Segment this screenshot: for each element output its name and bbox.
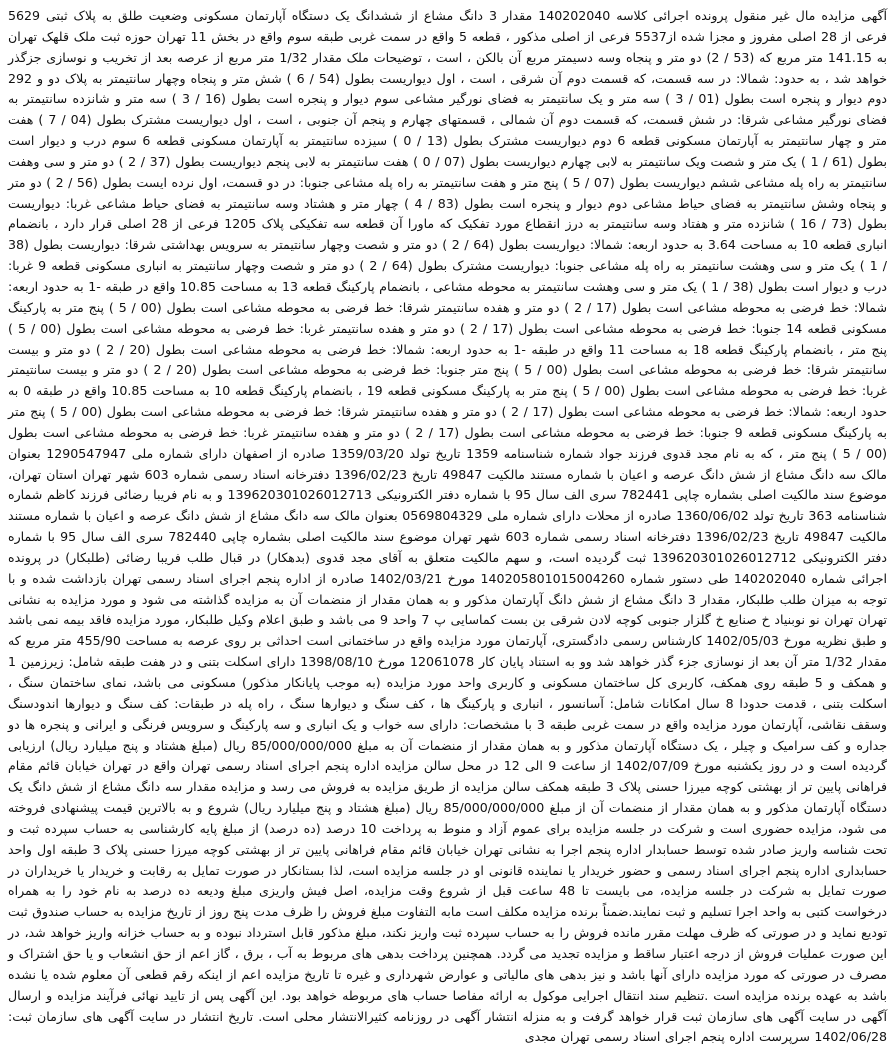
- auction-notice-text: آگهی مزایده مال غیر منقول پرونده اجرائی کلاسه 140202040 مقدار 3 دانگ مشاع از ششدانگ یک دستگاه آپارتمان مسکونی وضعیت طلق به پلاک ثبتی 5629 فرعی از 28 اصلی مفروز و مجزا شده از5537 فرعی از اصلی مذکور ، قطعه 5 واقع در سمت غربی طبقه سوم واقع در بخش 11 تهران حوزه ثبت ملک قلهک تهران به 141.15 متر مربع که (53 / 2) دو متر و پنجاه وسه دسیمتر مربع آن بالکن ، است ، توضیحات ملک مقدار 1/32 متر مربع از عرصه بعد از تخریب و نوسازی جزگذر خواهد شد ، به حدود: شمالا: در سه قسمت، که قسمت دوم آن شرقی ، است ، اول دیواریست بطول (54 / 6 ) شش متر و پنجاه وچهار سانتیمتر به پلاک دو و 292 دوم دیوار و پنجره است بطول (01 / 3 ) سه متر و یک سانتیمتر به فضای نورگیر مشاعی سوم دیوار و پنجره است بطول (16 / 3 ) سه متر و شانزده سانتیمتر به فضای نورگیر مشاعی شرقا: در شش قسمت، که قسمت دوم آن شمالی ، قسمتهای چهارم و پنجم آن جنوبی ، است ، اول دیواریست مشترک بطول (04 / 7 ) هفت متر و چهار سانتیمتر به آپارتمان مسکونی قطعه 6 دوم دیواریست مشترک بطول (13 / 0 ) سیزده سانتیمتر به آپارتمان مسکونی قطعه 6 سوم درب و دیوار است بطول (61 / 1 ) یک متر و شصت ویک سانتیمتر به لابی چهارم دیواریست بطول (07 / 0 ) هفت سانتیمتر به لابی پنجم دیواریست بطول (37 / 2 ) دو متر و سی وهفت سانتیمتر به راه پله مشاعی ششم دیواریست بطول (07 / 5 ) پنج متر و هفت سانتیمتر به راه پله مشاعی جنوبا: در دو قسمت، اول نرده ایست بطول (56 / 2 ) دو متر و پنجاه وشش سانتیمتر به فضای حیاط مشاعی دوم دیوار و پنجره است بطول (83 / 4 ) چهار متر و هشتاد وسه سانتیمتر به فضای حیاط مشاعی غربا: دیواریست بطول (73 / 16 ) شانزده متر و هفتاد وسه سانتیمتر به درز انقطاع مورد تفکیک که ماورا آن قطعه سه تفکیکی پلاک 1205 فرعی از 28 اصلی قرار دارد ، بانضمام انباری قطعه 10 به مساحت 3.64 به حدود اربعه: شمالا: دیواریست بطول (64 / 2 ) دو متر و شصت وچهار سانتیمتر به سرویس بهداشتی شرقا: دیواریست بطول (38 / 1 ) یک متر و سی وهشت سانتیمتر به راه پله مشاعی جنوبا: دیواریست مشترک بطول (64 / 2 ) دو متر و شصت وچهار سانتیمتر به انباری مسکونی قطعه 9 غربا: درب و دیوار است بطول (38 / 1 ) یک متر و سی وهشت سانتیمتر به محوطه مشاعی ، بانضمام پارکینگ قطعه 13 به مساحت 10.85 واقع در طبقه -1 به حدود اربعه: شمالا: خط فرضی به محوطه مشاعی است بطول (17 / 2 ) دو متر و هفده سانتیمتر شرقا: خط فرضی به محوطه مشاعی است بطول (00 / 5 ) پنج متر به پارکینگ مسکونی قطعه 14 جنوبا: خط فرضی به محوطه مشاعی است بطول (17 / 2 ) دو متر و هفده سانتیمتر غربا: خط فرضی به محوطه مشاعی است بطول (00 / 5 ) پنج متر ، بانضمام پارکینگ قطعه 18 به مساحت 11 واقع در طبقه -1 به حدود اربعه: شمالا: خط فرضی به محوطه مشاعی است بطول (20 / 2 ) دو متر و بیست سانتیمتر شرقا: خط فرضی به محوطه مشاعی است بطول (00 / 5 ) پنج متر جنوبا: خط فرضی به محوطه مشاعی است بطول (20 / 2 ) دو متر و بیست سانتیمتر غربا: خط فرضی به محوطه مشاعی است بطول (00 / 5 ) پنج متر به پارکینگ مسکونی قطعه 19 ، بانضمام پارکینگ قطعه 10 به مساحت 10.85 واقع در طبقه 0 به حدود اربعه: شمالا: خط فرضی به محوطه مشاعی است بطول (17 / 2 ) دو متر و هفده سانتیمتر شرقا: خط فرضی به محوطه مشاعی است بطول (00 / 5 ) پنج متر به پارکینگ مسکونی قطعه 9 جنوبا: خط فرضی به محوطه مشاعی است بطول (17 / 2 ) دو متر و هفده سانتیمتر غربا: خط فرضی به محوطه مشاعی است بطول (00 / 5 ) پنج متر ، که به نام مجد قدوی فرزند جواد شماره شناسنامه 1359 تاریخ تولد 1359/03/20 صادره از اصفهان دارای شماره ملی 1290547947 بعنوان مالک سه دانگ مشاع از شش دانگ عرصه و اعیان با شماره مستند مالکیت 49847 تاریخ 1396/02/23 دفترخانه اسناد رسمی شماره 603 شهر تهران استان تهران، موضوع سند مالکیت اصلی بشماره چاپی 782441 سری الف سال 95 با شماره دفتر الکترونیکی 139620301026012713 و به نام فریبا رضائی فرزند کاظم شماره شناسنامه 363 تاریخ تولد 1360/06/02 صادره از محلات دارای شماره ملی 0569804329 بعنوان مالک سه دانگ مشاع از شش دانگ عرصه و اعیان با شماره مستند مالکیت 49847 تاریخ 1396/02/23 دفترخانه اسناد رسمی شماره 603 شهر تهران موضوع سند مالکیت اصلی بشماره چاپی 782440 سری الف سال 95 با شماره دفتر الکترونیکی 139620301026012712 ثبت گردیده است، و سهم مالکیت متعلق به آقای مجد قدوی (بدهکار) در قبال طلب فریبا رضائی (طلبکار) در پرونده اجرائی شماره 140202040 طی دستور شماره 140205801015004260 مورخ 1402/03/21 صادره از اداره پنجم اجرای اسناد رسمی تهران بازداشت شده و با توجه به میزان طلب طلبکار، مقدار 3 دانگ مشاع از شش دانگ آپارتمان مذکور و به همان مقدار از منضمات آن به مزایده گذاشته می شود و مورد مزایده به نشانی تهران تهران نو نوبنیاد خ صنایع خ گلزار جنوبی کوچه لادن شرقی بن بست کماسایی پ 7 واحد 9 می باشد و طبق اعلام وکیل طلبکار، مورد مزایده فاقد بیمه نمی باشد و طبق نظریه مورخ 1402/05/03 کارشناس رسمی دادگستری، آپارتمان مورد مزایده واقع در ساختمانی است احداثی بر روی عرصه به مساحت 455/90 متر مربع که مقدار 1/32 متر آن بعد از نوسازی جزء گذر خواهد شد وو به استناد پایان کار 12061078 مورخ 1398/08/10 دارای اسکلت بتنی و در هفت طبقه شامل: زیرزمین 1 و همکف و 5 طبقه روی همکف، کاربری کل ساختمان مسکونی و کاربری واحد مورد مزایده (به موجب پایانکار مذکور) مسکونی می باشد، نمای ساختمان سنگ ، اسکلت بتنی ، قدمت حدودا 8 سال امکانات شامل: آسانسور ، انباری و پارکینگ ها ، کف سنگ و دیوارها سنگ ، راه پله در طبقات: کف سنگ و دیوارها اندودسنگ وسقف نقاشی، آپارتمان مورد مزایده واقع در سمت غربی طبقه 3 با مشخصات: دارای سه خواب و یک انباری و سه پارکینگ و سرویس فرنگی و ایرانی و پنجره ها دو جداره و کف سرامیک و چیلر ، یک دستگاه آپارتمان مذکور و به همان مقدار از منضمات آن به مبلغ 85/000/000/000 ریال (مبلغ هشتاد و پنج میلیارد ریال) ارزیابی گردیده است و در روز یکشنبه مورخ 1402/07/09 از ساعت 9 الی 12 در محل سالن مزایده اداره پنجم اجرای اسناد رسمی تهران واقع در تهران خیابان قائم مقام فراهانی پایین تر از بهشتی کوچه میرزا حسنی پلاک 3 طبقه همکف سالن مزایده از طریق مزایده به فروش می رسد و مزایده مقدار سه دانگ مشاع از شش دانگ یک دستگاه آپارتمان مذکور و به همان مقدار از منضمات آن از مبلغ 85/000/000/000 ریال (مبلغ هشتاد و پنج میلیارد ریال) شروع و به بالاترین قیمت پیشنهادی فروخته می شود، مزایده حضوری است و شرکت در جلسه مزایده برای عموم آزاد و منوط به پرداخت 10 درصد (ده درصد) از مبلغ پایه کارشناسی به حساب سپرده ثبت و تحت شناسه واریز صادر شده توسط حسابدار اداره پنجم اجرا به نشانی تهران خیابان قائم مقام فراهانی پایین تر از بهشتی کوچه میرزا حسنی پلاک 3 طبقه اول واحد حسابداری اداره پنجم اجرای اسناد رسمی و حضور خریدار یا نماینده قانونی او در جلسه مزایده است، لذا بستانکار در صورت تمایل به رقابت و خریدار یا خریداران در صورت تمایل به شرکت در جلسه مزایده، می بایست تا 48 ساعت قبل از شروع وقت مزایده، اصل فیش واریزی مبلغ ودیعه ده درصد به نام خود را به همراه درخواست کتبی به واحد اجرا تسلیم و ثبت نمایند.ضمناً برنده مزایده مکلف است مابه التفاوت مبلغ فروش را ظرف مدت پنج روز از تاریخ مزایده به حساب صندوق ثبت تودیع نماید و در صورتی که ظرف مهلت مقرر مانده فروش را به حساب سپرده ثبت واریز نکند، مبلغ مذکور قابل استرداد نبوده و به حساب خزانه واریز خواهد شد، در این صورت عملیات فروش از درجه اعتبار ساقط و مزایده تجدید می گردد. همچنین پرداخت بدهی های مربوط به آب ، برق ، گاز اعم از حق انشعاب و یا حق اشتراک و مصرف در صورتی که مورد مزایده دارای آنها باشد و نیز بدهی های مالیاتی و عوارض شهرداری و غیره تا تاریخ مزایده اعم از اینکه رقم قطعی آن معلوم شده یا نشده باشد به عهده برنده مزایده است .تنظیم سند انتقال اجرایی موکول به ارائه مفاصا حساب های مربوطه خواهد بود. این آگهی پس از تایید نهائی فرآیند مزایده و ارسال آگهی در سایت آگهی های سازمان ثبت قرار خواهد گرفت و به منزله انتشار آگهی در روزنامه کثیرالانتشار محلی است. تاریخ انتشار در سایت آگهی های سازمان ثبت: 1402/06/28 سرپرست اداره پنجم اجرای اسناد رسمی تهران مجدی: [8, 8, 888, 1045]
